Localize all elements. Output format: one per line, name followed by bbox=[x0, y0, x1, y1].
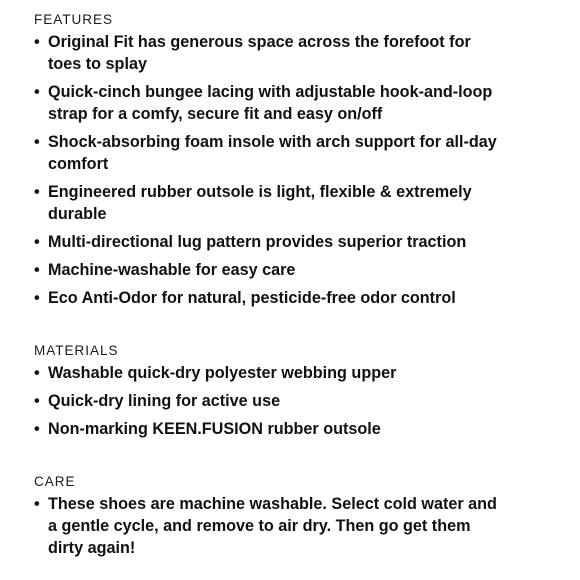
care-heading: CARE bbox=[34, 474, 76, 489]
list-item bbox=[34, 181, 498, 225]
feature-text: Quick-cinch bungee lacing with adjustable hook-and-loop strap for a comfy, secure fit and easy on/off bbox=[48, 83, 493, 123]
feature-text: Engineered rubber outsole is light, flexible & extremely durable bbox=[48, 183, 472, 223]
bullet-icon: • bbox=[34, 33, 40, 51]
material-text: Quick-dry lining for active use bbox=[48, 392, 281, 410]
bullet-icon: • bbox=[34, 261, 40, 279]
list-item bbox=[34, 287, 498, 309]
feature-text: Machine-washable for easy care bbox=[48, 261, 296, 279]
bullet-icon: • bbox=[34, 83, 40, 101]
care-list bbox=[34, 493, 554, 559]
bullet-icon: • bbox=[34, 364, 40, 382]
bullet-icon: • bbox=[34, 133, 40, 151]
material-text: Washable quick-dry polyester webbing upper bbox=[48, 364, 397, 382]
list-item bbox=[34, 231, 498, 253]
materials-list bbox=[34, 362, 554, 440]
feature-text: Multi-directional lug pattern provides superior traction bbox=[48, 233, 467, 251]
list-item bbox=[34, 418, 498, 440]
care-section bbox=[34, 473, 554, 559]
bullet-icon: • bbox=[34, 392, 40, 410]
features-heading: FEATURES bbox=[34, 12, 114, 27]
list-item bbox=[34, 390, 498, 412]
bullet-icon: • bbox=[34, 420, 40, 438]
list-item bbox=[34, 81, 498, 125]
features-section bbox=[34, 11, 554, 309]
materials-section bbox=[34, 342, 554, 440]
feature-text: Original Fit has generous space across the forefoot for toes to splay bbox=[48, 33, 471, 73]
materials-heading: MATERIALS bbox=[34, 343, 119, 358]
list-item bbox=[34, 259, 498, 281]
features-list bbox=[34, 31, 554, 309]
bullet-icon: • bbox=[34, 233, 40, 251]
feature-text: Shock-absorbing foam insole with arch support for all-day comfort bbox=[48, 133, 497, 173]
list-item bbox=[34, 31, 498, 75]
list-item bbox=[34, 493, 498, 559]
bullet-icon: • bbox=[34, 183, 40, 201]
feature-text: Eco Anti-Odor for natural, pesticide-free odor control bbox=[48, 289, 456, 307]
list-item bbox=[34, 362, 498, 384]
bullet-icon: • bbox=[34, 495, 40, 513]
list-item bbox=[34, 131, 498, 175]
bullet-icon: • bbox=[34, 289, 40, 307]
material-text: Non-marking KEEN.FUSION rubber outsole bbox=[48, 420, 381, 438]
product-details bbox=[34, 11, 554, 559]
care-text: These shoes are machine washable. Select cold water and a gentle cycle, and remove to air dry. Then go get them dirty again! bbox=[48, 495, 497, 557]
